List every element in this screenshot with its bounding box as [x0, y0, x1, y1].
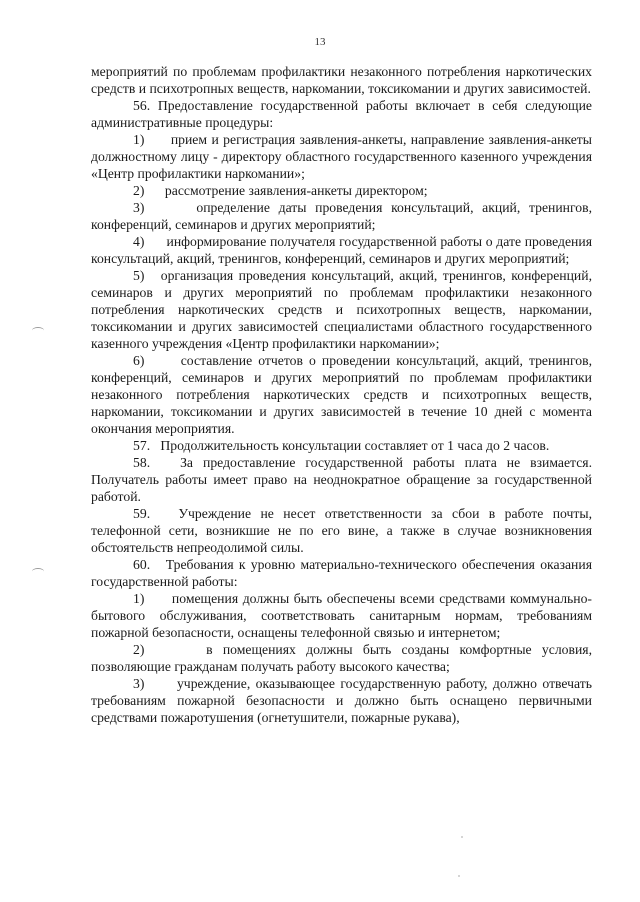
clause-57: 57. Продолжительность консультации составляет от 1 часа до 2 часов. [133, 438, 550, 453]
clause-56-item-6: 6) составление отчетов о проведении консультаций, акций, тренингов, конференций, семинаров и других мероприятий по проблемам профилактики незаконного потребления наркотических средств и психотропных веществ, наркомании, токсикомании и других зависимостей в течение 10 дней с момента окончания мероприятия. [91, 353, 592, 436]
binding-hole-mark [32, 327, 44, 334]
clause-56-item-4: 4) информирование получателя государственной работы о дате проведения консультаций, акций, тренингов, конференций, семинаров и других мероприятий; [91, 234, 592, 266]
binding-hole-mark [32, 568, 44, 575]
clause-56-item-1: 1) прием и регистрация заявления-анкеты, направление заявления-анкеты должностному лицу - директору областного государственного казенного учреждения «Центр профилактики наркомании»; [91, 132, 592, 181]
clause-59: 59. Учреждение не несет ответственности за сбои в работе почты, телефонной сети, возникшие не по его вине, а также в случае возникновения обстоятельств непреодолимой силы. [91, 506, 592, 555]
clause-56-item-5: 5) организация проведения консультаций, акций, тренингов, конференций, семинаров и других мероприятий по проблемам профилактики незаконного потребления наркотических средств и психотропных веществ, наркомании, токсикомании и других зависимостей специалистами областного государственного казенного учреждения «Центр профилактики наркомании»; [91, 268, 592, 351]
scan-speck [458, 875, 460, 877]
clause-60: 60. Требования к уровню материально-технического обеспечения оказания государственной работы: [91, 557, 592, 589]
clause-60-item-1: 1) помещения должны быть обеспечены всеми средствами коммунально-бытового обслуживания, соответствовать санитарным нормам, требованиям пожарной безопасности, оснащены телефонной связью и интернетом; [91, 591, 592, 640]
paragraph-continuation: мероприятий по проблемам профилактики незаконного потребления наркотических средств и психотропных веществ, наркомании, токсикомании и других зависимостей. [91, 64, 592, 96]
scan-speck [461, 836, 463, 838]
clause-60-item-3: 3) учреждение, оказывающее государственную работу, должно отвечать требованиям пожарной безопасности и должно быть оснащено первичными средствами пожаротушения (огнетушители, пожарные рукава), [91, 676, 592, 725]
clause-56-item-2: 2) рассмотрение заявления-анкеты директором; [133, 183, 428, 198]
document-body [91, 63, 592, 726]
page-number: 13 [314, 36, 326, 48]
clause-58: 58. За предоставление государственной работы плата не взимается. Получатель работы имеет право на неоднократное обращение за государственной работой. [91, 455, 592, 504]
clause-60-item-2: 2) в помещениях должны быть созданы комфортные условия, позволяющие гражданам получать работу высокого качества; [91, 642, 592, 674]
clause-56: 56. Предоставление государственной работы включает в себя следующие административные процедуры: [91, 98, 592, 130]
clause-56-item-3: 3) определение даты проведения консультаций, акций, тренингов, конференций, семинаров и других мероприятий; [91, 200, 592, 232]
